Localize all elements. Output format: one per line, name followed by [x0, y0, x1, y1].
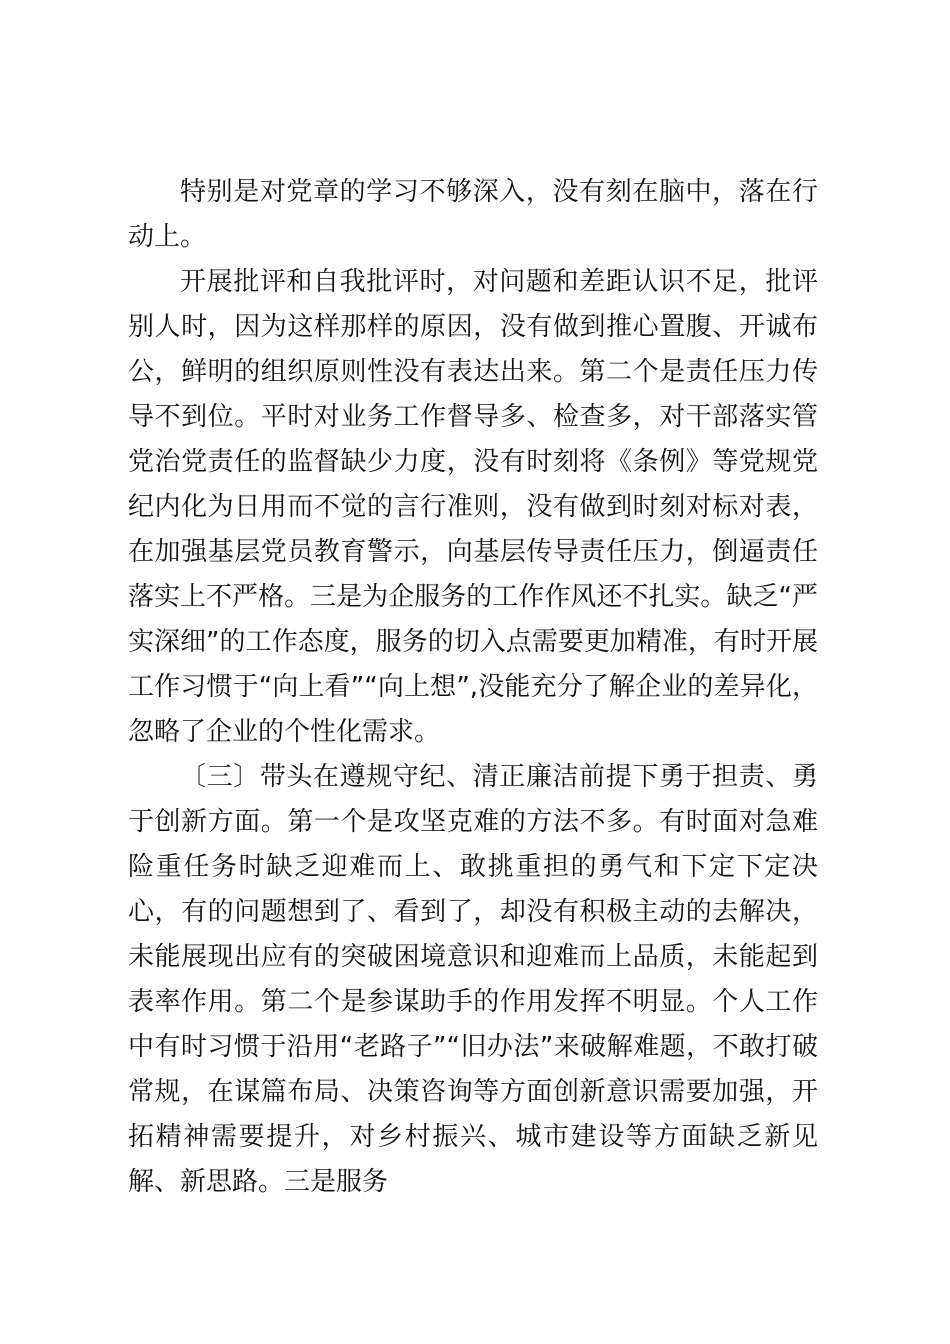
document-body — [128, 170, 818, 1205]
paragraph-3: 〔三〕带头在遵规守纪、清正廉洁前提下勇于担责、勇于创新方面。第一个是攻坚克难的方法不多。有时面对急难险重任务时缺乏迎难而上、敢挑重担的勇气和下定下定决心，有的问题想到了、看到了，却没有积极主动的去解决，未能展现出应有的突破困境意识和迎难而上品质，未能起到表率作用。第二个是参谋助手的作用发挥不明显。个人工作中有时习惯于沿用“老路子”“旧办法”来破解难题，不敢打破常规，在谋篇布局、决策咨询等方面创新意识需要加强，开拓精神需要提升，对乡村振兴、城市建设等方面缺乏新见解、新思路。三是服务 — [128, 762, 818, 1197]
paragraph-1: 特别是对党章的学习不够深入，没有刻在脑中，落在行动上。 — [128, 177, 818, 252]
paragraph-2: 开展批评和自我批评时，对问题和差距认识不足，批评别人时，因为这样那样的原因，没有做到推心置腹、开诚布公，鲜明的组织原则性没有表达出来。第二个是责任压力传导不到位。平时对业务工作督导多、检查多，对干部落实管党治党责任的监督缺少力度，没有时刻将《条例》等党规党纪内化为日用而不觉的言行准则，没有做到时刻对标对表，在加强基层党员教育警示，向基层传导责任压力，倒逼责任落实上不严格。三是为企服务的工作作风还不扎实。缺乏“严实深细”的工作态度，服务的切入点需要更加精准，有时开展工作习惯于“向上看”“向上想”,没能充分了解企业的差异化，忽略了企业的个性化需求。 — [128, 267, 818, 747]
